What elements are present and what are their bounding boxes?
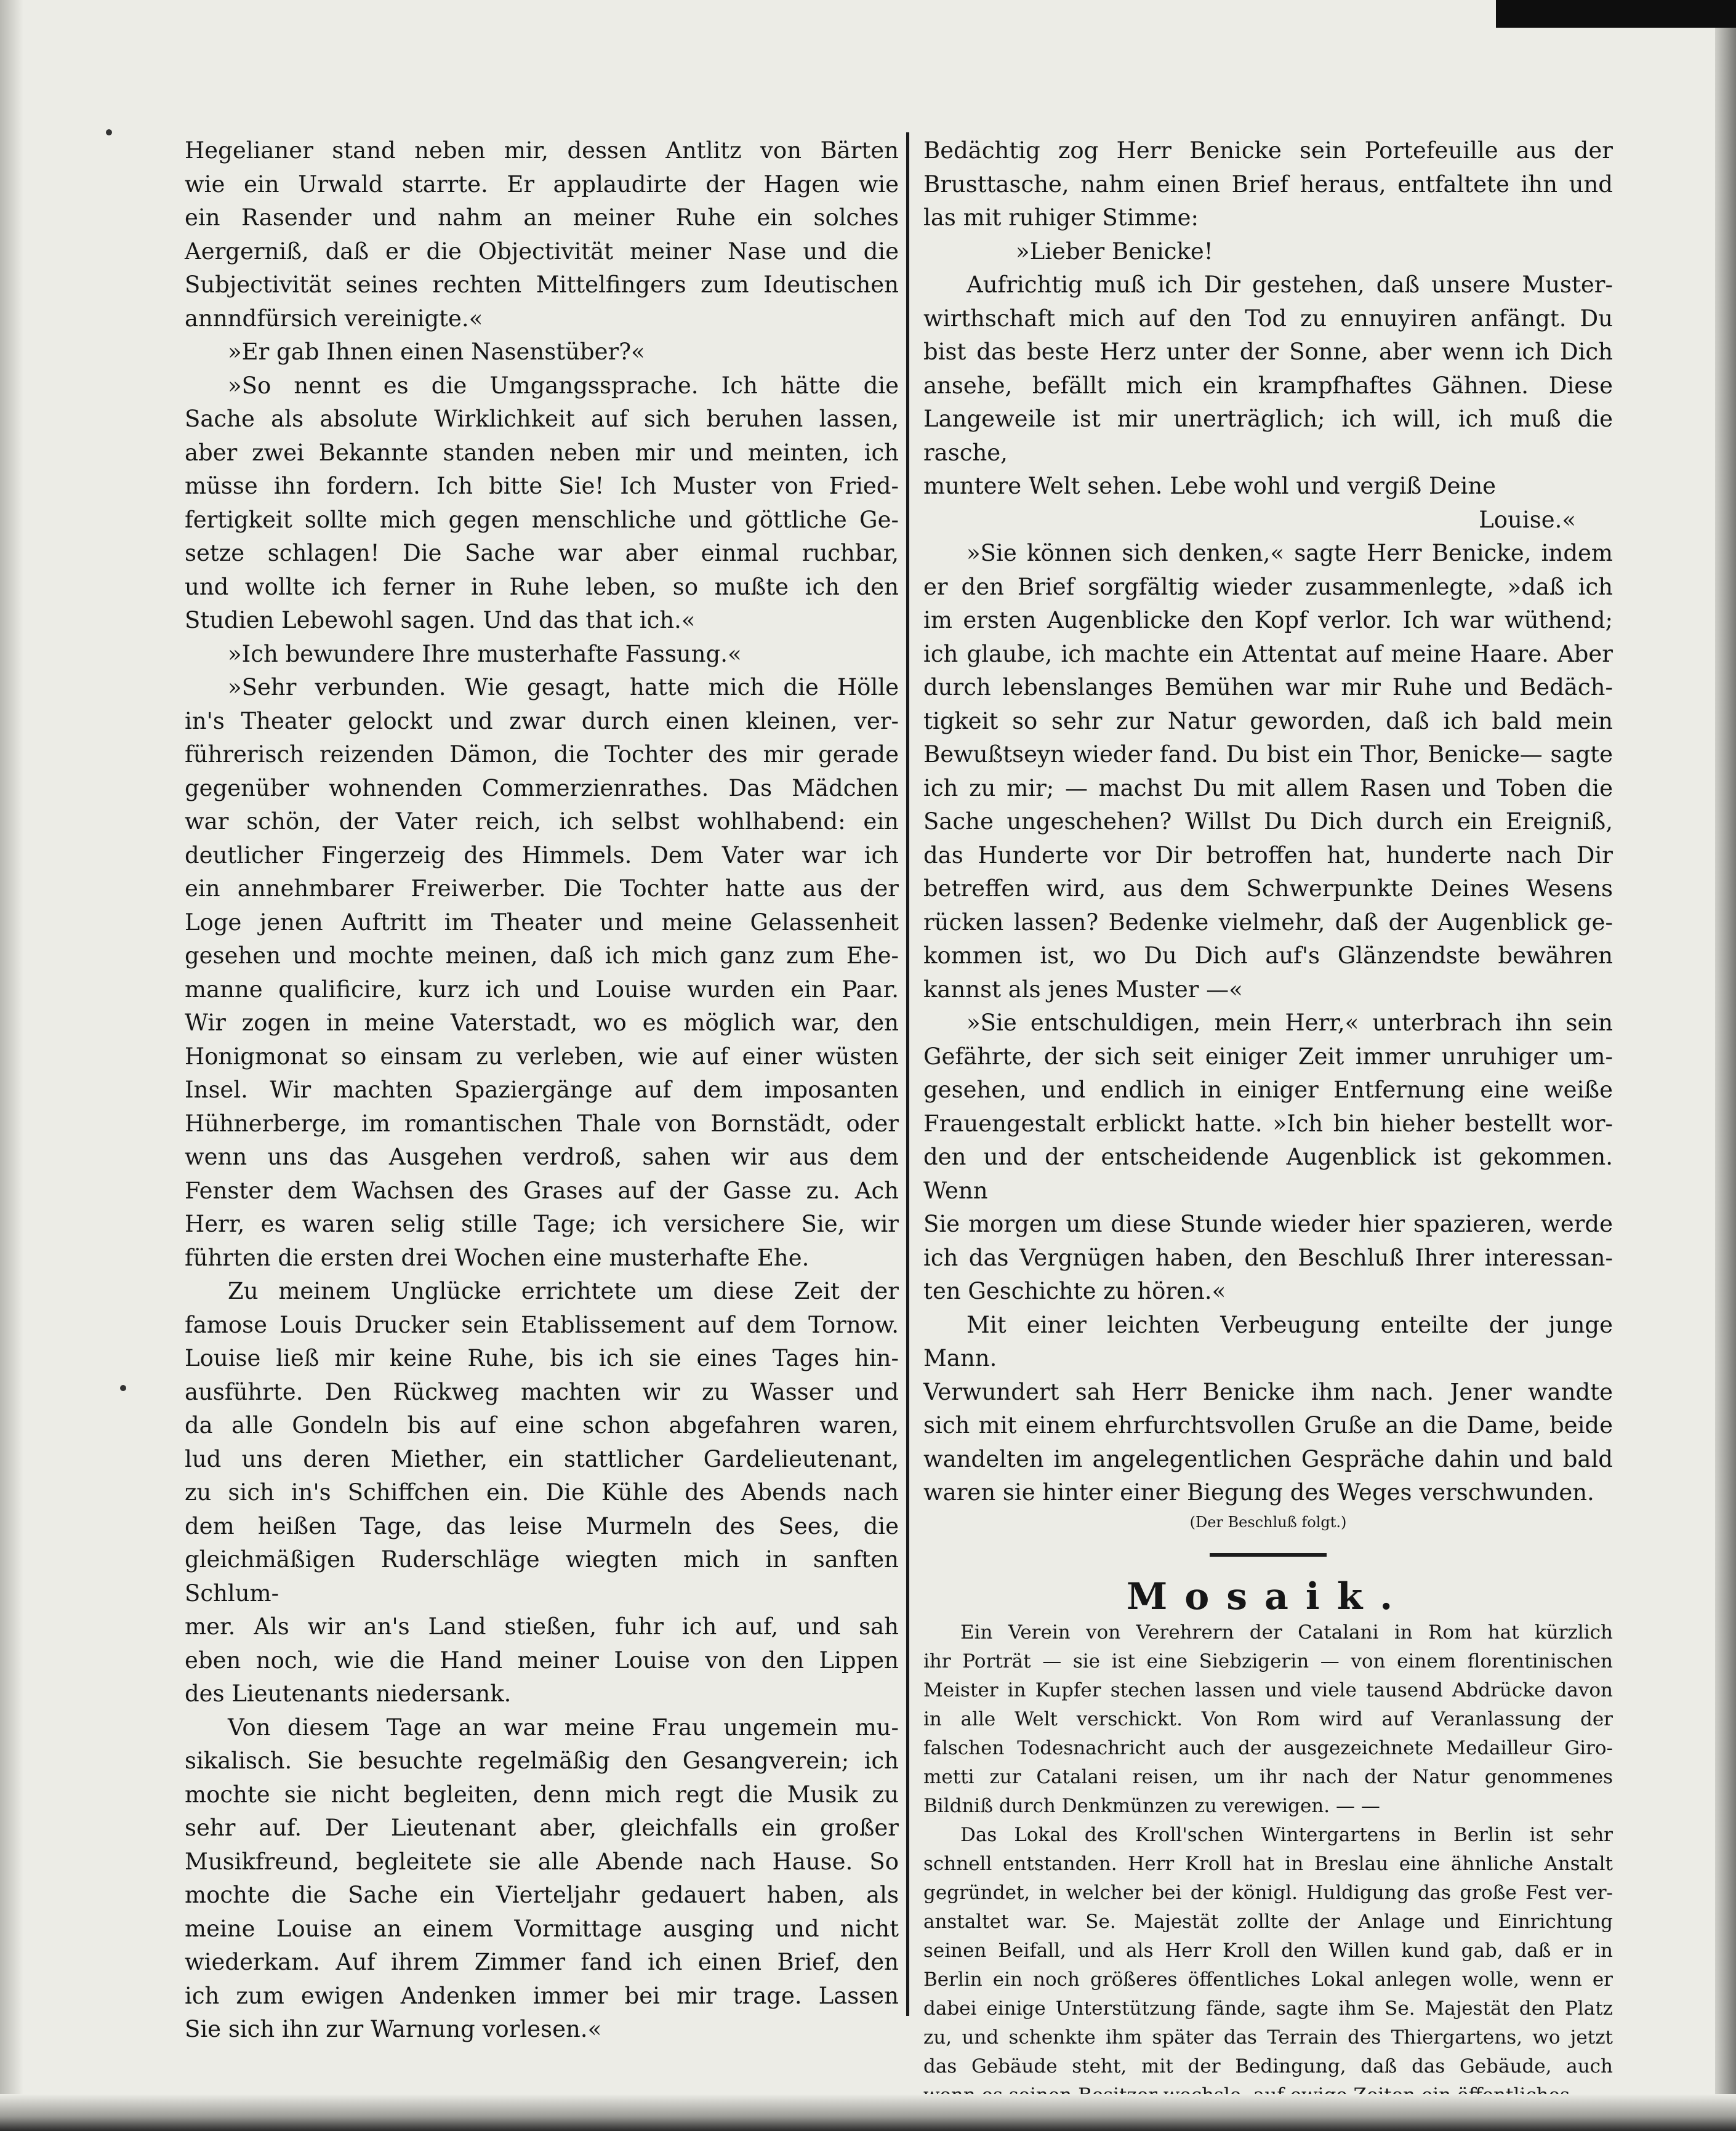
text-line: manne qualificire, kurz ich und Louise wurden ein Paar. — [185, 976, 899, 1003]
text-line: im ersten Augenblicke den Kopf verlor. Ich war wüthend; — [923, 607, 1613, 633]
text-line: kannst als jenes Muster —« — [923, 976, 1243, 1003]
letter-body — [923, 268, 1613, 504]
text-line: Bildniß durch Denkmünzen zu verewigen. — — — [923, 1794, 1380, 1817]
paragraph — [185, 1275, 899, 1711]
text-line: wiederkam. Auf ihrem Zimmer fand ich einen Brief, den — [185, 1949, 899, 1975]
text-line: Sache als absolute Wirklichkeit auf sich beruhen lassen, — [185, 406, 899, 432]
text-line: gesehen, und endlich in einiger Entfernung eine weiße — [923, 1077, 1613, 1103]
text-line: ein annehmbarer Freiwerber. Die Tochter hatte aus der — [185, 875, 899, 902]
text-line: Verwundert sah Herr Benicke ihm nach. Jener wandte — [923, 1378, 1613, 1405]
text-line: Ein Verein von Verehrern der Catalani in Rom hat kürzlich — [960, 1621, 1613, 1643]
text-line: anstaltet war. Se. Majestät zollte der Anlage und Einrichtung — [923, 1910, 1613, 1933]
text-line: »Sie können sich denken,« sagte Herr Benicke, indem — [966, 540, 1613, 566]
text-line: in's Theater gelockt und zwar durch einen kleinen, ver- — [185, 707, 899, 734]
text-line: metti zur Catalani reisen, um ihr nach der Natur genommenes — [923, 1765, 1613, 1788]
paragraph — [185, 335, 899, 369]
paragraph — [923, 1821, 1613, 2110]
text-line: müsse ihn fordern. Ich bitte Sie! Ich Muster von Fried- — [185, 473, 899, 499]
text-line: kommen ist, wo Du Dich auf's Glänzendste bewähren — [923, 942, 1613, 969]
text-line: des Lieutenants niedersank. — [185, 1680, 512, 1707]
paragraph — [185, 134, 899, 335]
text-line: Aergerniß, daß er die Objectivität meiner Nase und die — [185, 238, 899, 265]
text-line: waren sie hinter einer Biegung des Weges verschwunden. — [923, 1479, 1594, 1506]
text-line: und wollte ich ferner in Ruhe leben, so mußte ich den — [185, 573, 899, 600]
text-line: führerisch reizenden Dämon, die Tochter des mir gerade — [185, 741, 899, 768]
text-line: Frauengestalt erblickt hatte. »Ich bin hieher bestellt wor- — [923, 1110, 1613, 1137]
text-line: wenn uns das Ausgehen verdroß, sahen wir aus dem — [185, 1144, 899, 1170]
text-line: zu sich in's Schiffchen ein. Die Kühle des Abends nach — [185, 1479, 899, 1506]
text-line: las mit ruhiger Stimme: — [923, 204, 1199, 231]
text-line: durch lebenslanges Bemühen war mir Ruhe und Bedäch- — [923, 674, 1613, 700]
text-line: Sie morgen um diese Stunde wieder hier spazieren, werde — [923, 1211, 1613, 1237]
letter-salutation: »Lieber Benicke! — [1016, 238, 1213, 265]
text-line: Von diesem Tage an war meine Frau ungemein mu- — [228, 1714, 899, 1741]
text-line: Subjectivität seines rechten Mittelfingers zum Ideutischen — [185, 271, 899, 298]
text-line: ich das Vergnügen haben, den Beschluß Ihrer interessan- — [923, 1244, 1613, 1271]
text-line: ich glaube, ich machte ein Attentat auf meine Haare. Aber — [923, 640, 1613, 667]
text-line: da alle Gondeln bis auf eine schon abgefahren waren, — [185, 1412, 899, 1439]
text-line: Mit einer leichten Verbeugung enteilte der junge Mann. — [923, 1311, 1613, 1371]
text-line: Sie sich ihn zur Warnung vorlesen.« — [185, 2016, 602, 2042]
paragraph — [923, 1309, 1613, 1510]
left-column — [185, 134, 899, 2047]
text-line: wandelten im angelegentlichen Gespräche dahin und bald — [923, 1445, 1613, 1472]
text-line: Herr, es waren selig stille Tage; ich versichere Sie, wir — [185, 1211, 899, 1237]
text-line: eben noch, wie die Hand meiner Louise von den Lippen — [185, 1647, 899, 1674]
text-line: ihr Porträt — sie ist eine Siebzigerin — von einem florentinischen — [923, 1650, 1613, 1672]
text-line: Musikfreund, begleitete sie alle Abende nach Hause. So — [185, 1848, 899, 1875]
text-line: gleichmäßigen Ruderschläge wiegten mich in sanften Schlum- — [185, 1546, 899, 1607]
text-line: dem heißen Tage, das leise Murmeln des Sees, die — [185, 1512, 899, 1539]
text-line: Gefährte, der sich seit einiger Zeit immer unruhiger um- — [923, 1043, 1613, 1070]
section-heading: Mosaik. — [1126, 1575, 1410, 1618]
page-left-shadow — [0, 0, 23, 2131]
paragraph — [923, 1006, 1613, 1309]
letter-signature: Louise.« — [1479, 506, 1576, 533]
text-line: aber zwei Bekannte standen neben mir und meinten, ich — [185, 439, 899, 466]
text-line: Louise ließ mir keine Ruhe, bis ich sie eines Tages hin- — [185, 1345, 899, 1371]
text-line: famose Louis Drucker sein Etablissement auf dem Tornow. — [185, 1311, 899, 1338]
page-bottom-edge — [0, 2094, 1736, 2131]
text-line: fertigkeit sollte mich gegen menschliche und göttliche Ge- — [185, 506, 899, 533]
text-line: ten Geschichte zu hören.« — [923, 1278, 1226, 1304]
text-line: das Gebäude steht, mit der Bedingung, daß das Gebäude, auch — [923, 2055, 1613, 2077]
text-line: falschen Todesnachricht auch der ausgezeichnete Medailleur Giro- — [923, 1736, 1613, 1759]
text-line: Zu meinem Unglücke errichtete um diese Zeit der — [228, 1278, 899, 1304]
scan-corner-bar — [1496, 0, 1736, 28]
text-line: Bewußtseyn wieder fand. Du bist ein Thor, Benicke— sagte — [923, 741, 1613, 768]
text-line: »Ich bewundere Ihre musterhafte Fassung.« — [228, 640, 742, 667]
text-line: Berlin ein noch größeres öffentliches Lokal anlegen wolle, wenn er — [923, 1968, 1613, 1991]
text-line: ansehe, befällt mich ein krampfhaftes Gähnen. Diese — [923, 372, 1613, 399]
text-line: lud uns deren Miether, ein stattlicher Gardelieutenant, — [185, 1445, 899, 1472]
text-line: Hegelianer stand neben mir, dessen Antlitz von Bärten — [185, 137, 899, 164]
text-line: wirthschaft mich auf den Tod zu ennuyiren anfängt. Du — [923, 305, 1613, 332]
text-line: »So nennt es die Umgangssprache. Ich hätte die — [228, 372, 899, 399]
text-line: Fenster dem Wachsen des Grases auf der Gasse zu. Ach — [185, 1177, 899, 1204]
mosaic-section — [923, 1618, 1613, 2110]
text-line: gegründet, in welcher bei der königl. Huldigung das große Fest ver- — [923, 1881, 1613, 1904]
text-line: ausführte. Den Rückweg machten wir zu Wasser und — [185, 1378, 899, 1405]
text-line: Honigmonat so einsam zu verleben, wie auf einer wüsten — [185, 1043, 899, 1070]
text-line: er den Brief sorgfältig wieder zusammenlegte, »daß ich — [923, 573, 1613, 600]
paragraph — [923, 537, 1613, 1006]
paragraph — [185, 369, 899, 638]
paragraph — [923, 134, 1613, 235]
text-line: tigkeit so sehr zur Natur geworden, daß ich bald mein — [923, 707, 1613, 734]
continued-note: (Der Beschluß folgt.) — [1189, 1513, 1347, 1531]
right-column — [923, 134, 1613, 2110]
text-line: Das Lokal des Kroll'schen Wintergartens in Berlin ist sehr — [960, 1823, 1613, 1846]
text-line: das Hunderte vor Dir betroffen hat, hunderte nach Dir — [923, 841, 1613, 869]
text-line: ich zu mir; — machst Du mit allem Rasen und Toben die — [923, 774, 1613, 801]
text-line: Aufrichtig muß ich Dir gestehen, daß unsere Muster- — [966, 271, 1613, 298]
paragraph — [923, 1618, 1613, 1821]
text-line: Studien Lebewohl sagen. Und das that ich.« — [185, 607, 696, 633]
text-line: Langeweile ist mir unerträglich; ich will, ich muß die rasche, — [923, 406, 1613, 466]
text-line: dabei einige Unterstützung fände, sagte ihm Se. Majestät den Platz — [923, 1997, 1613, 2020]
text-line: sikalisch. Sie besuchte regelmäßig den Gesangverein; ich — [185, 1748, 899, 1774]
text-line: mochte sie nicht begleiten, denn mich regt die Musik zu — [185, 1781, 899, 1808]
text-line: Meister in Kupfer stechen lassen und viele tausend Abdrücke davon — [923, 1679, 1613, 1701]
ink-speck — [120, 1385, 126, 1391]
text-line: wie ein Urwald starrte. Er applaudirte der Hagen wie — [185, 171, 899, 198]
text-line: Wir zogen in meine Vaterstadt, wo es möglich war, den — [185, 1009, 899, 1036]
text-line: Hühnerberge, im romantischen Thale von Bornstädt, oder — [185, 1110, 899, 1137]
text-line: betreffen wird, aus dem Schwerpunkte Deines Wesens — [923, 875, 1613, 902]
text-line: bist das beste Herz unter der Sonne, aber wenn ich Dich — [923, 339, 1613, 365]
paragraph — [185, 638, 899, 672]
text-line: Insel. Wir machten Spaziergänge auf dem imposanten — [185, 1077, 899, 1103]
text-line: den und der entscheidende Augenblick ist gekommen. Wenn — [923, 1144, 1613, 1204]
text-line: setze schlagen! Die Sache war aber einmal ruchbar, — [185, 540, 899, 566]
ink-speck — [106, 129, 112, 135]
text-line: in alle Welt verschickt. Von Rom wird auf Veranlassung der — [923, 1708, 1613, 1730]
text-line: seinen Beifall, und als Herr Kroll den Willen kund gab, daß er in — [923, 1939, 1613, 1962]
text-line: Bedächtig zog Herr Benicke sein Portefeuille aus der — [923, 137, 1613, 164]
paragraph — [185, 1711, 899, 2047]
text-line: annndfürsich vereinigte.« — [185, 305, 483, 332]
text-line: führten die ersten drei Wochen eine musterhafte Ehe. — [185, 1244, 810, 1271]
text-line: Loge jenen Auftritt im Theater und meine Gelassenheit — [185, 909, 899, 936]
text-line: war schön, der Vater reich, ich selbst wohlhabend: ein — [185, 808, 899, 835]
text-line: »Er gab Ihnen einen Nasenstüber?« — [228, 339, 645, 365]
text-line: muntere Welt sehen. Lebe wohl und vergiß Deine — [923, 473, 1497, 499]
section-rule — [1210, 1553, 1327, 1557]
text-line: ich zum ewigen Andenken immer bei mir trage. Lassen — [185, 1982, 899, 2009]
text-line: mer. Als wir an's Land stießen, fuhr ich auf, und sah — [185, 1613, 899, 1640]
text-line: gegenüber wohnenden Commerzienrathes. Das Mädchen — [185, 774, 899, 801]
text-line: mochte die Sache ein Vierteljahr gedauert haben, als — [185, 1882, 899, 1908]
text-line: deutlicher Fingerzeig des Himmels. Dem Vater war ich — [185, 841, 899, 869]
text-line: »Sehr verbunden. Wie gesagt, hatte mich die Hölle — [228, 674, 899, 700]
page-right-edge — [1715, 28, 1736, 2131]
text-line: Brusttasche, nahm einen Brief heraus, entfaltete ihn und — [923, 171, 1613, 198]
text-line: zu, und schenkte ihm später das Terrain des Thiergartens, wo jetzt — [923, 2026, 1613, 2049]
text-line: gesehen und mochte meinen, daß ich mich ganz zum Ehe- — [185, 942, 899, 969]
column-divider — [906, 132, 909, 2016]
paragraph — [185, 671, 899, 1275]
text-line: sehr auf. Der Lieutenant aber, gleichfalls ein großer — [185, 1815, 899, 1841]
text-line: rücken lassen? Bedenke vielmehr, daß der Augenblick ge- — [923, 909, 1613, 936]
text-line: ein Rasender und nahm an meiner Ruhe ein solches — [185, 204, 899, 231]
text-line: meine Louise an einem Vormittage ausging und nicht — [185, 1915, 899, 1942]
text-line: sich mit einem ehrfurchtsvollen Gruße an die Dame, beide — [923, 1412, 1613, 1439]
text-line: »Sie entschuldigen, mein Herr,« unterbrach ihn sein — [966, 1009, 1613, 1036]
text-line: Sache ungeschehen? Willst Du Dich durch ein Ereigniß, — [923, 808, 1613, 835]
text-line: schnell entstanden. Herr Kroll hat in Breslau eine ähnliche Anstalt — [923, 1852, 1613, 1875]
